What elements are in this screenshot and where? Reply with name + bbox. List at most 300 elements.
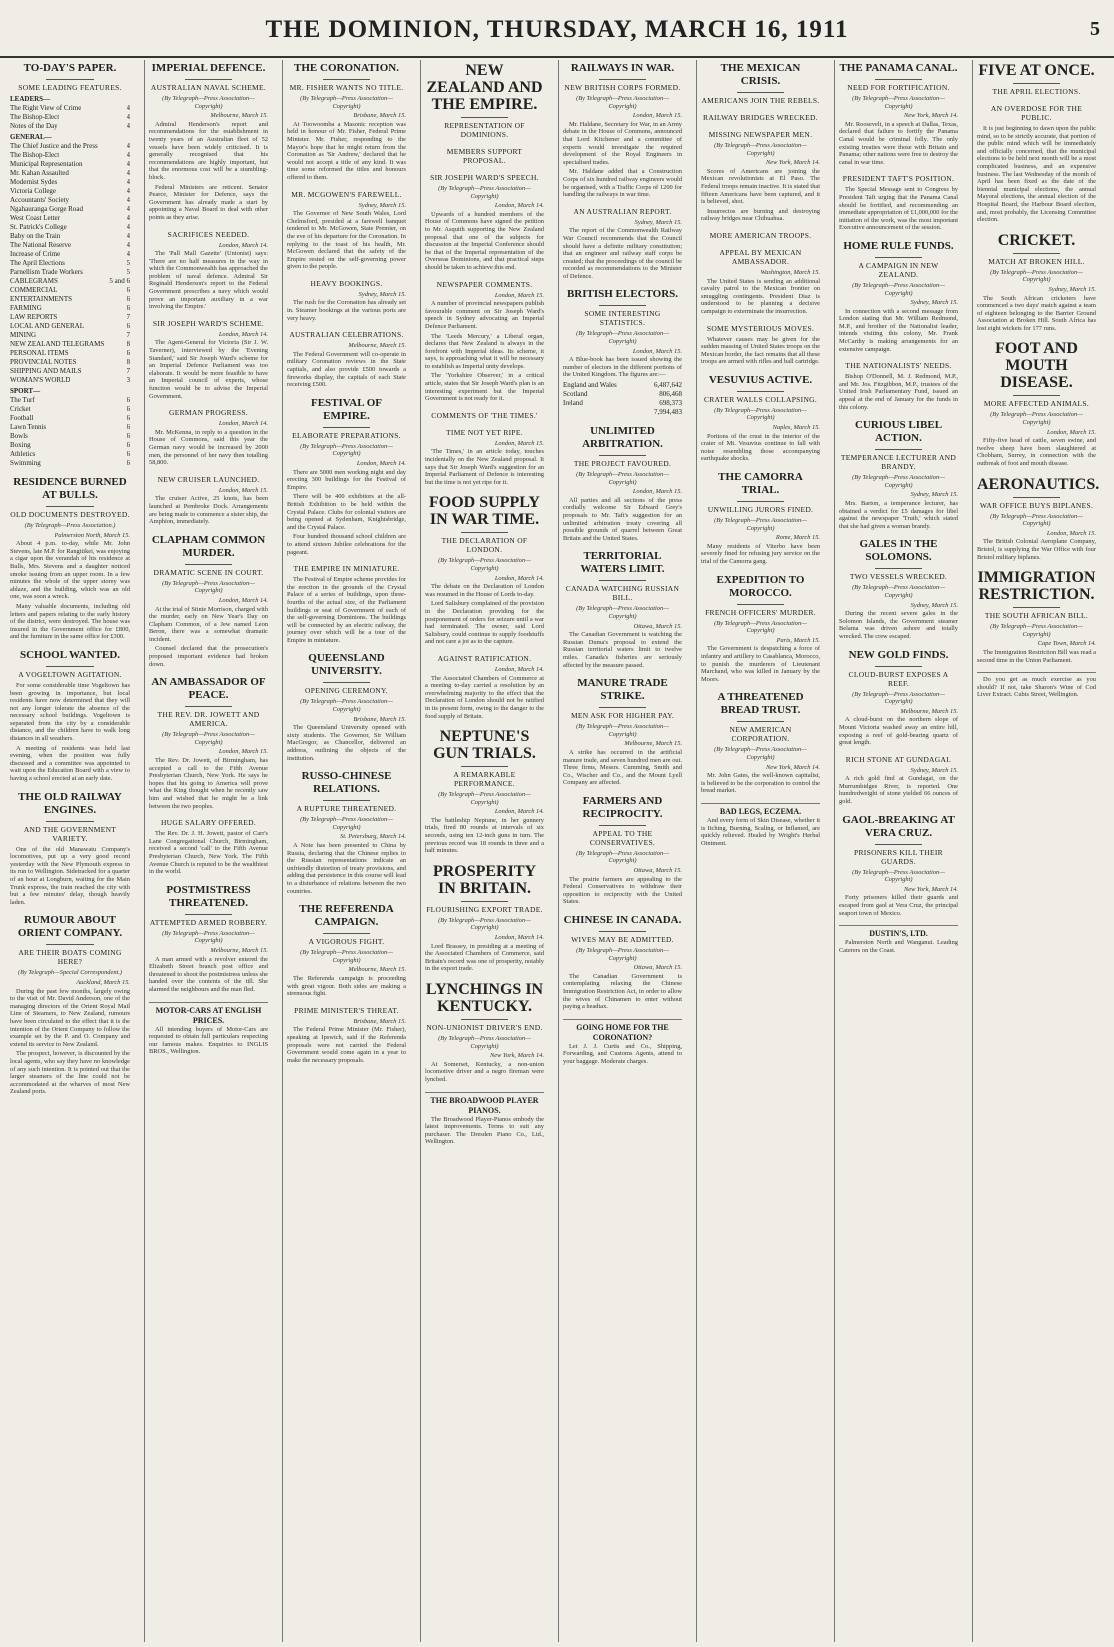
stats-label: Ireland [563, 399, 583, 408]
column-2 [144, 60, 272, 1642]
article [839, 240, 958, 353]
ad-heading: GOING HOME FOR THE CORONATION? [576, 1022, 669, 1042]
dateline: London, March 14. [218, 596, 268, 604]
headline-rule [737, 604, 785, 605]
contents-page: 4 [126, 122, 130, 130]
article [701, 248, 820, 316]
article-paragraph: Four hundred thousand school children are to attend sixteen Jubilee celebrations for the pageant. [287, 533, 406, 556]
dateline: Cape Town, March 14. [1037, 640, 1096, 648]
contents-page: 6 [126, 286, 130, 294]
wire-credit: (By Telegraph—Press Association—Copyright) [300, 698, 393, 714]
article-subheading: PRIME MINISTER'S THREAT. [294, 1005, 399, 1015]
article [10, 791, 130, 907]
article-paragraph: The Federal Prime Minister (Mr. Fisher), speaking at Ipswich, said if the Referenda proposals were not carried the Federal Government would come again in a year to make the necessary proposals. [287, 1026, 406, 1064]
dateline: New York, March 14. [489, 1052, 544, 1060]
article-headline: EXPEDITION TO MOROCCO. [716, 573, 805, 599]
wire-credit: (By Telegraph—Press Association—Copyright) [576, 471, 669, 486]
column-4 [420, 60, 548, 1642]
article-paragraph: Mr. Haldane added that a Construction Corps of six hundred railway engineers would be organised, with a Traffic Corps of 1200 for handling the railways in war time. [563, 168, 682, 199]
dateline: Ottawa, March 15. [633, 622, 682, 630]
article [425, 428, 544, 487]
contents-row [10, 187, 130, 196]
ad-text: Do you get as much exercise as you should? If not, take Sharon's Wine of Cod Liver Extract. Cubis Street, Wellington. [977, 676, 1096, 699]
article [149, 408, 268, 467]
wire-credit: (By Telegraph—Press Association—Copyright) [576, 605, 669, 620]
contents-label: Accountants' Society [10, 196, 69, 204]
article-subheading: ARE THEIR BOATS COMING HERE? [18, 948, 122, 967]
headline-rule [46, 506, 94, 507]
contents-page: 6 [126, 459, 130, 467]
headline-rule [461, 901, 509, 902]
dateline: Melbourne, March 15. [210, 112, 268, 120]
contents-row [10, 277, 130, 286]
contents-label: CABLEGRAMS [10, 277, 58, 285]
article-headline: FARMERS AND RECIPROCITY. [582, 794, 663, 820]
dateline: Sydney, March 15. [1048, 285, 1096, 293]
contents-label: NEW ZEALAND TELEGRAMS [10, 340, 105, 348]
ad-text: Let J. J. Curtis and Co., Shipping, Forwarding, and Customs Agents, attend to your baggage. Moderate charges. [563, 1042, 682, 1065]
article-paragraph: The Queensland University opened with sixty students. The Governor, Sir William MacGregor, as Chancellor, delivered an address, outlining the objects of the institution. [287, 724, 406, 762]
article [563, 550, 682, 669]
dateline: London, March 14. [494, 574, 544, 582]
advertisement [839, 925, 958, 954]
article-subheading: NEW BRITISH CORPS FORMED. [564, 83, 681, 92]
contents-page: 4 [126, 160, 130, 168]
article-paragraph: Lord Brassey, in presiding at a meeting of the Associated Chambers of Commerce, said Britain's record was one of prosperity, notably in the export trade. [425, 942, 544, 973]
contents-label: COMMERCIAL [10, 286, 58, 294]
headline-rule [185, 564, 233, 565]
ad-heading: BAD LEGS, ECZEMA. [719, 806, 802, 816]
wire-credit: (By Telegraph—Press Association—Copyright) [576, 95, 669, 110]
article-paragraph: The Government is despatching a force of infantry and artillery to Casablanca, Morocco, to punish the murderers of Lieutenant Marchand, who was killed in January by the Moors. [701, 645, 820, 683]
article-paragraph: The Canadian Government is watching the Russian Duma's proposal to extend the Russian territorial waters limit to twelve miles. Canada's fisheries are seriously affected by the measure passed. [563, 631, 682, 669]
article-paragraph: The Canadian Government is contemplating relaxing the Chinese Immigration Restriction Act, in order to allow the wives of Chinamen to enter without paying a headtax. [563, 972, 682, 1011]
contents-label: Municipal Representation [10, 160, 83, 168]
contents-row [10, 232, 130, 241]
headline-rule [599, 79, 647, 80]
dateline: Rome, March 15. [775, 534, 820, 542]
article-paragraph: Mr. Roosevelt, in a speech at Dallas, Texas, declared that failure to fortify the Panama Canal would be criminal folly. The only existing treaties were those with Britain and Panama; other nations were free to destroy the canal in war time. [839, 120, 958, 166]
article-paragraph: It is just beginning to dawn upon the public mind, so to be strictly accurate, that portion of the public mind which will be immediately and officially concerned, that the municipal elections to be held next month will be a most complicated business, and an expensive business. The last Wednesday of the month of April has been fixed as the date of the biennial municipal elections, the annual Mayoral elections, the annual election of the Hospital Board, the Harbour Board election, and, most probably, the Licensing Committee election. [977, 125, 1096, 224]
ad-text: And every form of Skin Disease, whether it is Itching, Burning, Scaling, or Inflamed, are quickly relieved. Healed by Wright's Herbal Ointment. [701, 816, 820, 847]
article-paragraph: Forty prisoners killed their guards and escaped from gaol at Vera Cruz, the principal seaport town of Mexico. [839, 894, 958, 917]
article-paragraph: Fifty-five head of cattle, seven swine, and twelve sheep have been slaughtered at Chobham, Surrey, in connection with the outbreak of foot and mouth disease. [977, 437, 1096, 468]
article-paragraph: A Note has been presented to China by Russia, declaring that the Chinese replies to the Russian representations indicate an unfriendly distortion of treaty provisions, and adding that persistence in this course will lead to a disturbance of relations between the two countries. [287, 842, 406, 895]
article [287, 279, 406, 322]
contents-page: 6 [126, 304, 130, 312]
article-headline: PROSPERITY IN BRITAIN. [432, 862, 537, 897]
article-subheading: AUSTRALIAN NAVAL SCHEME. [150, 83, 267, 92]
article-paragraph: The Agent-General for Victoria (Sir J. W. Taverner), interviewed by the 'Evening Standard,' said Sir Joseph Ward's scheme for an Imperial Defence Parliament was too elaborate. It would be more feasible to have an Imperial council of experts, whose function would be to advise the Imperial Government. [149, 339, 268, 400]
headline-rule [737, 721, 785, 722]
headline-rule [185, 706, 233, 707]
article-subheading: NEW CRUISER LAUNCHED. [157, 474, 260, 484]
contents-page: 4 [126, 142, 130, 150]
article-paragraph: The South African cricketers have commenced a two days' match against a team of eighteen belonging to the Barrier Ground Association at Broken Hill. South Africa has lost eight wickets for 177 runs. [977, 294, 1096, 332]
article [563, 207, 682, 281]
article-paragraph: There will be 400 exhibitors at the all-British Exhibition to be held within the Crystal Palace. Clubs for colonial visitors are being opened at Sydenham, Knightsbridge, and the Crystal Palace. [287, 493, 406, 531]
contents-row [10, 160, 130, 169]
dateline: Sydney, March 15. [910, 299, 958, 307]
wire-credit: (By Telegraph—Press Association—Copyright) [438, 791, 531, 806]
article-headline: RUSSO-CHINESE RELATIONS. [301, 770, 392, 796]
stats-value: 7,994,483 [654, 408, 682, 417]
contents-row [10, 405, 130, 414]
article-paragraph: 'The Times,' in an article today, touches incidentally on the New Zealand proposal. It says that Sir Joseph Ward's suggestion for an Imperial Parliament of Defence is interesting but the time is not yet ripe for it. [425, 448, 544, 486]
article-subheading: SOME LEADING FEATURES. [18, 83, 122, 92]
contents-label: Swimming [10, 459, 41, 467]
dateline: Auckland, March 15. [76, 978, 130, 986]
contents-label: Mr. Kahan Assaulted [10, 169, 69, 177]
article [287, 330, 406, 389]
article-headline: FOOD SUPPLY IN WAR TIME. [429, 494, 540, 529]
article-paragraph: Lord Salisbury complained of the provision in the Declaration providing for the postponement of orders for seizure until a war had terminated. The owner, said Lord Salisbury, could continue to supply foodstuffs and not care a jot as to the capture. [425, 600, 544, 646]
contents-page: 5 [126, 268, 130, 276]
contents-row [10, 358, 130, 367]
ad-heading: DUSTIN'S, LTD. [869, 929, 928, 939]
article-paragraph: The Referenda campaign is proceeding with great vigour. Both sides are making a strenuous fight. [287, 974, 406, 998]
article-paragraph: The 'Yorkshire Observer,' in a critical article, states that Sir Joseph Ward's plan is an interesting experiment but the Imperial Government is not ready for it. [425, 372, 544, 403]
article [839, 419, 958, 530]
page-number: 5 [1090, 18, 1100, 40]
article-headline: VESUVIUS ACTIVE. [708, 373, 813, 386]
contents-page: 6 [126, 423, 130, 431]
headline-rule [599, 825, 647, 826]
headline-rule [323, 933, 371, 934]
contents-row [10, 322, 130, 331]
contents-page: 4 [126, 250, 130, 258]
dateline: London, March 15. [494, 439, 544, 447]
dateline: New York, March 14. [765, 763, 820, 771]
article-subheading: CRATER WALLS COLLAPSING. [703, 394, 818, 404]
article-paragraph: The Governor of New South Wales, Lord Chelmsford, presided at a farewell banquet tendered to Mr. McGowen, State Premier, on the eve of his departure for the Coronation. In replying to the toast of his health, Mr. McGowen declared that the safety of the Empire rested on the self-governing power given to the people. [287, 210, 406, 271]
headline-rule [46, 79, 94, 80]
article-subheading: FLOURISHING EXPORT TRADE. [426, 904, 543, 914]
wire-credit: (By Telegraph—Press Association—Copyright) [438, 185, 531, 200]
article-paragraph: A Blue-book has been issued showing the number of electors in the different portions of the United Kingdom. The figures are:— [563, 356, 682, 379]
article-subheading: TWO VESSELS WRECKED. [849, 572, 948, 582]
article-subheading: MR. MCGOWEN'S FAREWELL. [291, 189, 402, 199]
article [701, 130, 820, 223]
article-subheading: SOME INTERESTING STATISTICS. [584, 309, 661, 328]
article-paragraph: Upwards of a hundred members of the House of Commons have signed the petition to Mr. Asquith supporting the New Zealand proposal that one of the subjects for discussion at the Imperial Conference should be that of the Imperial representation of the Overseas Dominions, and that practical steps should be taken to achieve this end. [425, 210, 544, 271]
headline-rule [875, 449, 923, 450]
contents-row [10, 113, 130, 122]
headline-rule [46, 944, 94, 945]
article-headline: AERONAUTICS. [977, 475, 1100, 493]
advertisement [701, 803, 820, 847]
wire-credit: (By Telegraph—Press Association—Copyright) [576, 723, 669, 738]
contents-label: LOCAL AND GENERAL [10, 322, 85, 330]
article [701, 113, 820, 122]
contents-label: The National Reserve [10, 241, 72, 249]
dateline: Sydney, March 15. [910, 766, 958, 774]
dateline: London, March 15. [632, 488, 682, 496]
contents-label: The Chief Justice and the Press [10, 142, 98, 150]
dateline: Paris, March 15. [776, 636, 820, 644]
contents-row [10, 122, 130, 131]
columns-container [6, 60, 1108, 1642]
headline-rule [875, 79, 923, 80]
article-subheading: UNWILLING JURORS FINED. [707, 505, 814, 515]
article [977, 569, 1096, 664]
contents-page: 4 [126, 196, 130, 204]
article-subheading: AUSTRALIAN CELEBRATIONS. [289, 330, 404, 340]
article-subheading: RICH STONE AT GUNDAGAI. [845, 754, 952, 764]
wire-credit: (By Telegraph—Press Association—Copyright) [300, 95, 393, 110]
article [563, 425, 682, 542]
ad-text: All intending buyers of Motor-Cars are requested to obtain full particulars respecting our famous makes. Enquiries to INGLIS BROS., Wellington. [149, 1025, 268, 1056]
dateline: London, March 14. [218, 420, 268, 428]
headline-rule [599, 580, 647, 581]
article-paragraph: The 'Pall Mall Gazette' (Unionist) says: 'There are no half measures in the way in which the Commonwealth has approached the problem of naval defence. Admiral Sir Reginald Henderson's report to the Federal Government prescribes a navy which would prove an important auxiliary in a war involving the Empire.' [149, 250, 268, 311]
article [701, 471, 820, 566]
contents-row [10, 331, 130, 340]
headline-rule [599, 931, 647, 932]
article [10, 649, 130, 783]
wire-credit: (By Telegraph—Press Association—Copyright) [714, 746, 807, 761]
article [425, 863, 544, 973]
article [149, 884, 268, 994]
contents-label: LAW REPORTS [10, 313, 58, 321]
article-subheading: AN AUSTRALIAN REPORT. [573, 206, 672, 216]
contents-label: FARMING [10, 304, 42, 312]
article-paragraph: All parties and all sections of the press cordially welcome Sir Edward Grey's proposals to Mr. Taft's suggestion for an unlimited arbitration treaty covering all possible grounds of quarrel between Great Britain and the United States. [563, 496, 682, 542]
article-subheading: MISSING NEWSPAPER MEN. [708, 130, 813, 139]
article-headline: THE CAMORRA TRIAL. [718, 471, 803, 497]
contents-page: 6 [126, 405, 130, 413]
ad-heading: THE BROADWOOD PLAYER PIANOS. [430, 1095, 539, 1115]
advertisement [425, 1092, 544, 1146]
contents-row [10, 241, 130, 250]
contents-page: 5 and 6 [109, 277, 130, 285]
headline-rule [323, 79, 371, 80]
stats-value: 698,373 [659, 399, 682, 408]
article-subheading: ELABORATE PREPARATIONS. [292, 430, 401, 440]
article-paragraph: During the recent severe gales in the Solomon Islands, the Government steamer Belama was driven ashore and totally wrecked. The crew escaped. [839, 610, 958, 640]
wire-credit: (By Telegraph—Press Association—Copyright) [438, 1035, 531, 1050]
article-paragraph: The Rev. Dr. J. H. Jowett, pastor of Carr's Lane Congregational Church, Birmingham, received a second 'call' to the Fifth Avenue Presbyterian Church, New York. The Fifth Avenue Church is reputed to be the wealthiest in the world. [149, 830, 268, 876]
contents-row [10, 304, 130, 313]
contents-row [10, 268, 130, 277]
dateline: New York, March 14. [903, 885, 958, 893]
article-subheading: A CAMPAIGN IN NEW ZEALAND. [858, 260, 939, 279]
article [701, 231, 820, 240]
dateline: Sydney, March 15. [910, 491, 958, 499]
article [563, 288, 682, 417]
article-subheading: WIVES MAY BE ADMITTED. [571, 935, 674, 945]
headline-rule [461, 766, 509, 767]
wire-credit: (By Telegraph—Press Association.) [24, 522, 116, 529]
article-subheading: NEWSPAPER COMMENTS. [436, 279, 533, 289]
contents-label: Parnellism Trade Workers [10, 268, 83, 276]
contents-page: 3 [126, 376, 130, 384]
article [287, 62, 406, 182]
wire-credit: (By Telegraph—Press Association—Copyright) [852, 474, 945, 489]
article [839, 538, 958, 640]
article-paragraph: The debate on the Declaration of London was resumed in the House of Lords to-day. [425, 583, 544, 598]
article [563, 62, 682, 199]
article-headline: A THREATENED BREAD TRUST. [717, 691, 804, 717]
wire-credit: (By Telegraph—Press Association—Copyright) [300, 949, 393, 964]
article [287, 652, 406, 762]
headline-rule [599, 707, 647, 708]
contents-page: 4 [126, 241, 130, 249]
article-paragraph: The prairie farmers are appealing to the Federal Conservatives to withdraw their opposition to reciprocity with the United States. [563, 875, 682, 906]
contents-page: 7 [126, 331, 130, 339]
article-paragraph: At Toowoomba a Masonic reception was held in honour of Mr. Fisher, Federal Prime Minister. Mr. Fisher, responding to the Mayor's hope that he might return from the Coronation as 'Sir Andrew,' declared that he would not accept a title of any kind. It was time some reformed the titles and honours offered to them. [287, 120, 406, 181]
wire-credit: (By Telegraph—Press Association—Copyright) [162, 95, 255, 110]
article-subheading: AGAINST RATIFICATION. [437, 653, 532, 663]
article [10, 476, 130, 641]
stats-label: Scotland [563, 390, 588, 399]
article [701, 374, 820, 463]
dateline: Brisbane, March 15. [353, 715, 406, 723]
contents-row [10, 295, 130, 304]
article-headline: CURIOUS LIBEL ACTION. [854, 419, 943, 445]
column-7 [834, 60, 962, 1642]
wire-credit: (By Telegraph—Press Association—Copyright) [852, 95, 945, 110]
article [149, 534, 268, 669]
article-headline: THE MEXICAN CRISIS. [720, 62, 801, 87]
article-paragraph: A strike has occurred in the artificial manure trade, and seven hundred men are out. Three firms, Messrs. Cumming, Smith and Co., Wischer and Co., and the Mount Lyell Company are affected. [563, 748, 682, 787]
column-1 [6, 60, 134, 1642]
article [149, 475, 268, 526]
article-paragraph: The Special Message sent to Congress by President Taft urging that the Panama Canal should be fortified, and recommending an immediate appropriation of £1,000,000 for the initiation of the work, was the most important Executive announcement of the session. [839, 186, 958, 232]
article-subheading: OLD DOCUMENTS DESTROYED. [10, 510, 130, 519]
article-headline: MANURE TRADE STRIKE. [577, 677, 668, 703]
contents-page: 4 [126, 205, 130, 213]
headline-rule [185, 79, 233, 80]
contents-label: ENTERTAINMENTS [10, 295, 73, 303]
article [425, 728, 544, 855]
dateline: London, March 15. [1046, 529, 1096, 537]
wire-credit: (By Telegraph—Press Association—Copyright) [714, 406, 807, 422]
headline-rule [323, 800, 371, 801]
dateline: New York, March 14. [765, 159, 820, 167]
article-paragraph: Insurrectos are burning and destroying railway bridges near Chihuahua. [701, 207, 820, 223]
contents-page: 6 [126, 322, 130, 330]
contents-row [10, 367, 130, 376]
dateline: Sydney, March 15. [910, 601, 958, 609]
newspaper-title: THE DOMINION, THURSDAY, MARCH 16, 1911 [265, 16, 849, 43]
article-subheading: DRAMATIC SCENE IN COURT. [153, 567, 264, 577]
ad-text: Palmerston North and Wanganui. Leading Caterers on the Coast. [839, 939, 958, 954]
article-paragraph: Portions of the crust in the interior of the crater of Mt. Vesuvius continue to fall with noise resembling those accompanying earthquake shocks. [701, 432, 820, 463]
headline-rule [737, 391, 785, 392]
article [287, 770, 406, 895]
contents-row [10, 178, 130, 187]
article-subheading: SIR JOSEPH WARD'S SPEECH. [430, 173, 539, 182]
article [10, 914, 130, 1096]
article-headline: CRICKET. [997, 231, 1076, 249]
dateline: Melbourne, March 15. [348, 342, 406, 350]
dateline: Ottawa, March 15. [633, 867, 682, 875]
headline-rule [185, 914, 233, 915]
article-paragraph: Mr. McKenna, in reply to a question in the House of Commons, said this year the German navy would be increased by 2000 men, the personnel of her navy then totalling 58,800. [149, 428, 268, 467]
article-subheading: A VOGELTOWN AGITATION. [18, 669, 122, 679]
contents-row [10, 459, 130, 468]
headline-rule [46, 821, 94, 822]
article-subheading: SOME MYSTERIOUS MOVES. [706, 323, 815, 333]
article-subheading: WAR OFFICE BUYS BIPLANES. [979, 500, 1094, 510]
article-subheading: NEED FOR FORTIFICATION. [847, 83, 950, 92]
stats-row [563, 399, 682, 408]
article-paragraph: The battleship Neptune, in her gunnery trials, fired 80 rounds at intervals of six seconds, using ten 12-inch guns in turn. The previous record was 18 rounds in three and a half minutes. [425, 816, 544, 855]
article-paragraph: Many residents of Viterbo have been severely fined for refusing jury service on the trial of the Camorra gang. [701, 542, 820, 565]
article-subheading: MEMBERS SUPPORT PROPOSAL. [446, 147, 523, 165]
contents-row [10, 169, 130, 178]
article [839, 361, 958, 411]
article [701, 324, 820, 366]
article [701, 574, 820, 684]
article-subheading: THE REV. DR. JOWETT AND AMERICA. [157, 710, 260, 729]
contents-page: 4 [126, 151, 130, 159]
dateline: Sydney, March 15. [634, 218, 682, 226]
article-paragraph: At Somerset, Kentucky, a non-union locomotive driver and a negro fireman were lynched. [425, 1060, 544, 1083]
article [977, 340, 1096, 467]
masthead [0, 0, 1114, 58]
article-subheading: A VIGOROUS FIGHT. [308, 937, 385, 947]
article-headline: NEW ZEALAND AND THE EMPIRE. [426, 62, 543, 113]
article-paragraph: One of the old Manawatu Company's locomotives, put up a very good record yesterday with the New Plymouth express in its run to Wellington. Sidetracked for a quarter of an hour at Longburn, waiting for the Main Trunk express, the train reached the city with but a few minutes' delay, though heavily laden. [10, 845, 130, 906]
contents-label: St. Patrick's College [10, 223, 67, 231]
article-subheading: GERMAN PROGRESS. [169, 408, 248, 418]
article-paragraph: A man armed with a revolver entered the Elizabeth Street branch post office and threatened to shoot the postmistress unless she handed over the contents of the till. She alarmed the neighbours and the man fled. [149, 955, 268, 993]
article [977, 104, 1096, 224]
contents-label: Notes of the Day [10, 122, 58, 130]
article-headline: QUEENSLAND UNIVERSITY. [308, 652, 385, 678]
article [839, 814, 958, 918]
contents-row [10, 223, 130, 232]
article [425, 981, 544, 1084]
article-subheading: AND THE GOVERNMENT VARIETY. [23, 824, 117, 843]
wire-credit: (By Telegraph—Press Association—Copyright) [162, 929, 255, 945]
article-subheading: CLOUD-BURST EXPOSES A REEF. [848, 669, 949, 688]
article-paragraph: At the trial of Stinie Morrison, charged with the murder, early on New Year's Day on Clapham Common, of a Jew named Leon Beron, there was a somewhat dramatic incident. [149, 605, 268, 643]
article-subheading: HEAVY BOOKINGS. [310, 278, 383, 288]
wire-credit: (By Telegraph—Press Association—Copyright) [438, 557, 531, 572]
contents-page: 4 [126, 113, 130, 121]
wire-credit: (By Telegraph—Press Association—Copyright) [852, 281, 945, 297]
article [425, 173, 544, 272]
headline-rule [323, 427, 371, 428]
contents-label: PERSONAL ITEMS [10, 349, 69, 357]
article-paragraph: The Immigration Restriction Bill was read a second time in the Union Parliament. [977, 648, 1096, 664]
article [425, 494, 544, 646]
article-subheading: THE SOUTH AFRICAN BILL. [984, 611, 1089, 621]
wire-credit: (By Telegraph—Press Association—Copyright) [714, 619, 807, 635]
article [149, 230, 268, 311]
article-subheading: SIR JOSEPH WARD'S SCHEME. [152, 318, 265, 328]
article-subheading: AN OVERDOSE FOR THE PUBLIC. [990, 104, 1083, 122]
advertisement [977, 672, 1096, 699]
article-subheading: THE DECLARATION OF LONDON. [441, 536, 528, 555]
article-paragraph: During the past few months, largely owing to the visit of Mr. David Anderson, one of the managing directors of the Orient Royal Mail Line of Steamers, to New Zealand, rumours have been circulated to the effect that it is the intention of the Orient Company to follow the example set by the P. and O. Company and extend its service to New Zealand. [10, 987, 130, 1048]
dateline: St. Petersburg, March 14. [340, 833, 406, 841]
article-headline: FIVE AT ONCE. [978, 62, 1095, 79]
article [839, 755, 958, 806]
article-paragraph: Many valuable documents, including old letters and papers relating to the early history of the district, were destroyed. The house was insured in the Government office for £800, and the furniture in the same office for £300. [10, 602, 130, 641]
contents-label: Boxing [10, 441, 31, 449]
article-paragraph: A number of provincial newspapers publish favourable comment on Sir Joseph Ward's speech in Sydney advocating an Imperial Defence Parliament. [425, 300, 544, 330]
article [563, 795, 682, 906]
contents-label: Victoria College [10, 187, 57, 195]
headline-rule [461, 532, 509, 533]
wire-credit: (By Telegraph—Press Association—Copyright) [714, 517, 807, 532]
article-subheading: PRISONERS KILL THEIR GUARDS. [854, 847, 943, 866]
article-subheading: FRENCH OFFICERS' MURDER. [705, 607, 816, 617]
